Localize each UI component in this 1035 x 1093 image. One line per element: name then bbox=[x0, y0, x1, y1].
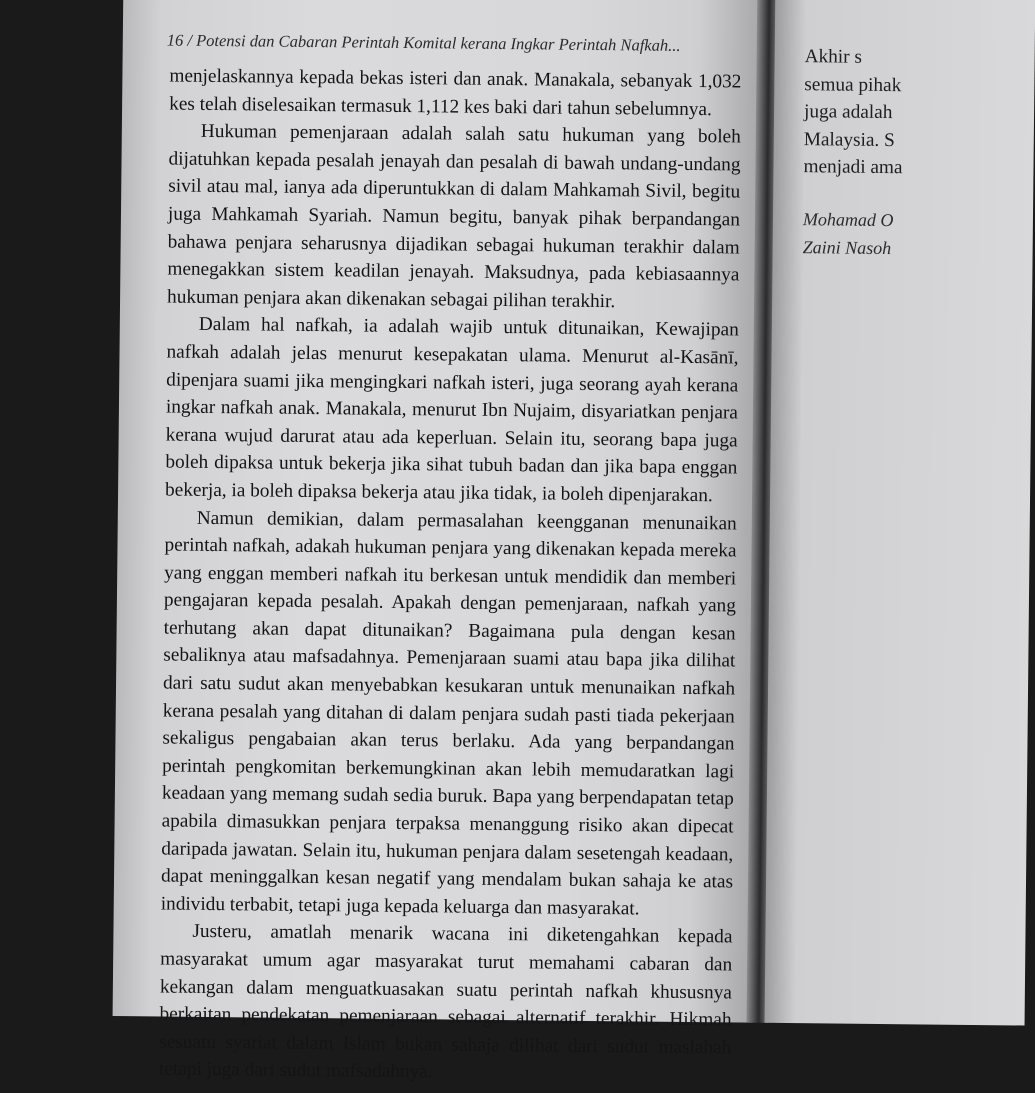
right-page-signature bbox=[803, 205, 1004, 263]
paragraph-4: Namun demikian, dalam permasalahan keengganan menunaikan perintah nafkah, adakah hukuman penjara yang dikenakan kepada mereka yang enggan memberi nafkah itu berkesan untuk mendidik dan memberi pengajaran kepada pesalah. Apakah dengan pemenjaraan, nafkah yang terhutang akan dapat ditunaikan? Bagaimana pula dengan kesan sebaliknya atau mafsadahnya. Pemenjaraan suami atau bapa jika dilihat dari satu sudut akan menyebabkan kesukaran untuk menunaikan nafkah kerana pesalah yang ditahan di dalam penjara sudah pasti tiada pekerjaan sekaligus pengabaian akan terus berlaku. Ada yang berpandangan perintah pengkomitan berkemungkinan akan lebih memudaratkan lagi keadaan yang memang sudah sedia buruk. Bapa yang berpendapatan tetap apabila dimasukkan penjara terpaksa menanggung risiko akan dipecat daripada jawatan. Selain itu, hukuman penjara dalam sesetengah keadaan, dapat meninggalkan kesan negatif yang mendalam bukan sahaja ke atas individu terbabit, tetapi juga kepada keluarga dan masyarakat. bbox=[160, 507, 737, 920]
body-text bbox=[159, 63, 742, 1090]
right-line: Malaysia. S bbox=[803, 128, 895, 151]
paragraph-5: Justeru, amatlah menarik wacana ini diketengahkan kepada masyarakat umum agar masyarakat turut memahami cabaran dan kekangan dalam menguatkuasakan suatu perintah nafkah khususnya berkaitan pendekatan pemenjaraan sebagai alternatif terakhir. Hikmah sesuatu syariat dalam Islam bukan sahaja dilihat dari sudut maslahah tetapi juga dari sudut mafsadahnya. bbox=[158, 921, 733, 1083]
running-head: 16 / Potensi dan Cabaran Perintah Komital kerana Ingkar Perintah Nafkah... bbox=[166, 30, 681, 55]
paragraph-2: Hukuman pemenjaraan adalah salah satu hukuman yang boleh dijatuhkan kepada pesalah jenayah dan pesalah di bawah undang-undang sivil atau mal, ianya ada diperuntukkan di dalam Mahkamah Sivil, begitu juga Mahkamah Syariah. Namun begitu, banyak pihak berpandangan bahawa penjara seharusnya dijadikan sebagai hukuman terakhir dalam menegakkan sistem keadilan jenayah. Maksudnya, pada kebiasaannya hukuman penjara akan dikenakan sebagai pilihan terakhir. bbox=[167, 121, 741, 312]
right-line: semua pihak bbox=[804, 73, 902, 96]
right-line: juga adalah bbox=[803, 101, 893, 124]
signature-line: Zaini Nasoh bbox=[802, 237, 892, 259]
right-page-text bbox=[803, 43, 1004, 183]
paragraph-3: Dalam hal nafkah, ia adalah wajib untuk ditunaikan, Kewajipan nafkah adalah jelas menurut kesepakatan ulama. Menurut al-Kasānī, dipenjara suami jika mengingkari nafkah isteri, juga seorang ayah kerana ingkar nafkah anak. Manakala, menurut Ibn Nujaim, disyariatkan penjara kerana wujud darurat atau ada keperluan. Selain itu, seorang bapa juga boleh dipaksa untuk bekerja jika sihat tubuh badan dan jika bapa enggan bekerja, ia boleh dipaksa bekerja atau jika tidak, ia boleh dipenjarakan. bbox=[164, 314, 739, 507]
signature-line: Mohamad O bbox=[802, 209, 894, 231]
right-line: menjadi ama bbox=[803, 156, 903, 179]
right-line: Akhir s bbox=[804, 46, 863, 68]
paragraph-1: menjelaskannya kepada bekas isteri dan anak. Manakala, sebanyak 1,032 kes telah diselesaikan termasuk 1,112 kes baki dari tahun sebelumnya. bbox=[169, 65, 742, 120]
